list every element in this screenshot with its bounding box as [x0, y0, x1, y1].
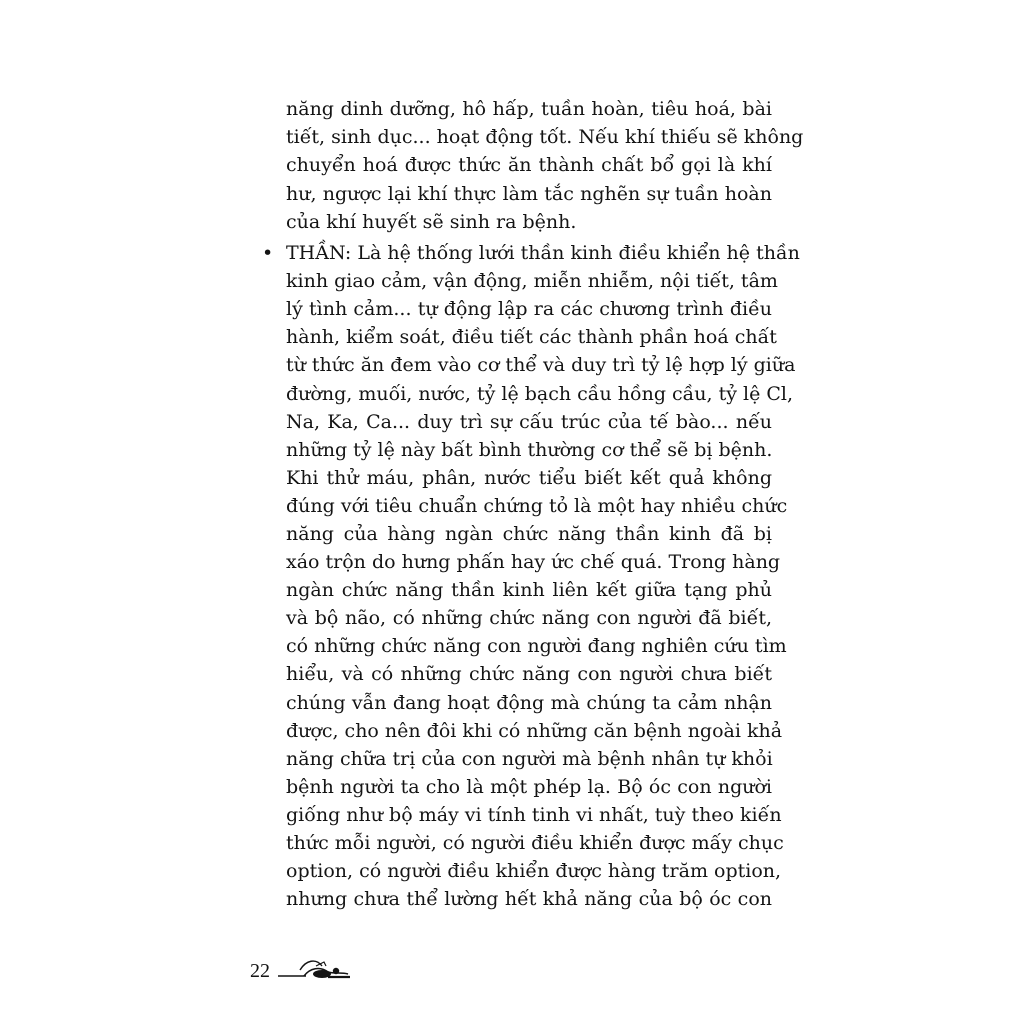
text-line: của khí huyết sẽ sinh ra bệnh.	[286, 211, 577, 233]
text-line: chúng vẫn đang hoạt động mà chúng ta cảm nhận	[286, 692, 772, 714]
text-line: tiết, sinh dục... hoạt động tốt. Nếu khí thiếu sẽ không	[286, 126, 804, 148]
reclining-figure-ornament-icon	[276, 952, 356, 984]
text-line: lý tình cảm... tự động lập ra các chương trình điều	[286, 298, 772, 320]
text-line: đúng với tiêu chuẩn chứng tỏ là một hay nhiều chức	[286, 495, 788, 517]
text-line: option, có người điều khiển được hàng trăm option,	[286, 860, 782, 882]
text-line: kinh giao cảm, vận động, miễn nhiễm, nội tiết, tâm	[286, 270, 778, 292]
page-number: 22	[250, 960, 270, 982]
text-line: năng của hàng ngàn chức năng thần kinh đã bị	[286, 523, 772, 545]
bullet-icon: •	[262, 242, 274, 264]
text-line: xáo trộn do hưng phấn hay ức chế quá. Trong hàng	[286, 551, 781, 573]
text-line: giống như bộ máy vi tính tinh vi nhất, tuỳ theo kiến	[286, 804, 782, 826]
text-line: hiểu, và có những chức năng con người chưa biết	[286, 663, 772, 685]
text-line: bệnh người ta cho là một phép lạ. Bộ óc con người	[286, 776, 772, 798]
text-line: hành, kiểm soát, điều tiết các thành phần hoá chất	[286, 326, 777, 348]
text-line: ngàn chức năng thần kinh liên kết giữa tạng phủ	[286, 579, 772, 601]
text-line: những tỷ lệ này bất bình thường cơ thể sẽ bị bệnh.	[286, 439, 773, 461]
text-line: chuyển hoá được thức ăn thành chất bổ gọi là khí	[286, 154, 772, 176]
text-line: thức mỗi người, có người điều khiển được mấy chục	[286, 832, 784, 854]
text-line: Na, Ka, Ca... duy trì sự cấu trúc của tế bào... nếu	[286, 411, 772, 433]
text-line: đường, muối, nước, tỷ lệ bạch cầu hồng cầu, tỷ lệ Cl,	[286, 383, 794, 405]
text-line: nhưng chưa thể lường hết khả năng của bộ óc con	[286, 888, 772, 910]
text-line: hư, ngược lại khí thực làm tắc nghẽn sự tuần hoàn	[286, 183, 772, 205]
text-line: và bộ não, có những chức năng con người đã biết,	[286, 607, 772, 629]
text-line: được, cho nên đôi khi có những căn bệnh ngoài khả	[286, 720, 783, 742]
text-line: năng dinh dưỡng, hô hấp, tuần hoàn, tiêu hoá, bài	[286, 98, 772, 120]
text-line: năng chữa trị của con người mà bệnh nhân tự khỏi	[286, 748, 773, 770]
text-line: THẦN: Là hệ thống lưới thần kinh điều khiển hệ thần	[286, 242, 800, 264]
text-line: Khi thử máu, phân, nước tiểu biết kết quả không	[286, 467, 772, 489]
text-line: có những chức năng con người đang nghiên cứu tìm	[286, 635, 787, 657]
text-line: từ thức ăn đem vào cơ thể và duy trì tỷ lệ hợp lý giữa	[286, 354, 796, 376]
